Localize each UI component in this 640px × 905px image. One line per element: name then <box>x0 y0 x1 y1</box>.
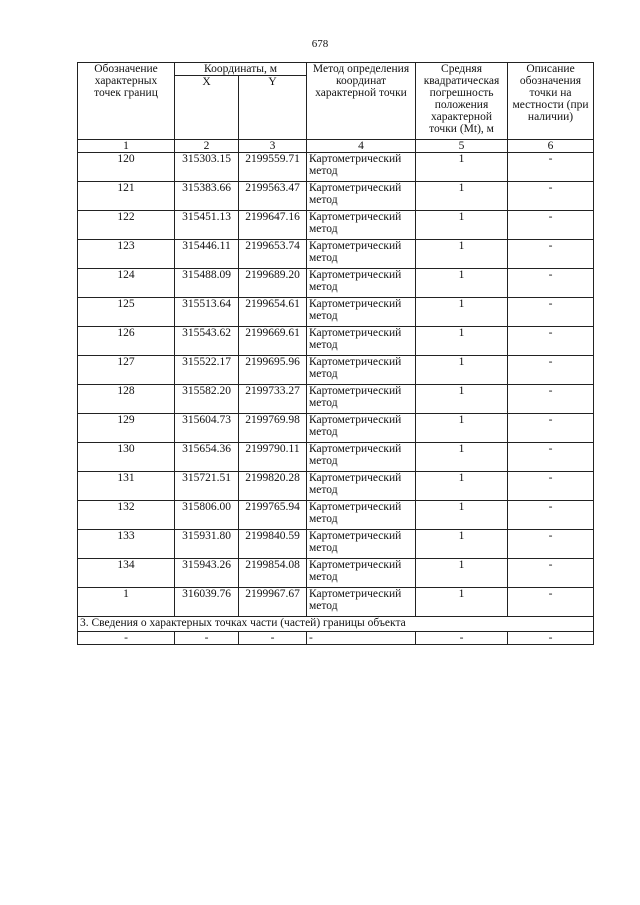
point-cell: 120 <box>78 153 175 182</box>
y-cell: 2199820.28 <box>239 472 307 501</box>
header-x: X <box>175 76 239 140</box>
description-cell: - <box>508 414 594 443</box>
method-cell: Картометрический метод <box>307 269 416 298</box>
y-cell: 2199769.98 <box>239 414 307 443</box>
table-row <box>78 443 594 472</box>
method-cell: Картометрический метод <box>307 211 416 240</box>
header-coordinates: Координаты, м <box>175 63 307 76</box>
column-number-row <box>78 140 594 153</box>
column-number: 3 <box>239 140 307 153</box>
description-cell: - <box>508 269 594 298</box>
y-cell: 2199689.20 <box>239 269 307 298</box>
description-cell: - <box>508 153 594 182</box>
column-number: 2 <box>175 140 239 153</box>
error-cell: 1 <box>416 240 508 269</box>
method-cell: Картометрический метод <box>307 356 416 385</box>
point-cell: 122 <box>78 211 175 240</box>
y-cell: 2199654.61 <box>239 298 307 327</box>
description-cell: - <box>508 298 594 327</box>
x-cell: 315806.00 <box>175 501 239 530</box>
point-cell: 123 <box>78 240 175 269</box>
section-3-title: 3. Сведения о характерных точках части (частей) границы объекта <box>78 617 594 632</box>
point-cell: 133 <box>78 530 175 559</box>
error-cell: 1 <box>416 501 508 530</box>
y-cell: 2199559.71 <box>239 153 307 182</box>
x-cell: 316039.76 <box>175 588 239 617</box>
x-cell: 315383.66 <box>175 182 239 211</box>
error-cell: 1 <box>416 182 508 211</box>
y-cell: 2199563.47 <box>239 182 307 211</box>
method-cell: Картометрический метод <box>307 472 416 501</box>
header-error: Средняя квадратическая погрешность положения характерной точки (Mt), м <box>416 63 508 140</box>
y-cell: 2199647.16 <box>239 211 307 240</box>
x-cell: 315654.36 <box>175 443 239 472</box>
description-cell: - <box>508 327 594 356</box>
method-cell: Картометрический метод <box>307 240 416 269</box>
table-row <box>78 385 594 414</box>
description-cell: - <box>508 588 594 617</box>
description-cell: - <box>508 443 594 472</box>
x-cell: 315446.11 <box>175 240 239 269</box>
description-cell: - <box>508 182 594 211</box>
x-cell: 315604.73 <box>175 414 239 443</box>
section-3-row <box>78 617 594 632</box>
table-row <box>78 240 594 269</box>
method-cell: Картометрический метод <box>307 530 416 559</box>
y-cell: 2199653.74 <box>239 240 307 269</box>
table-row <box>78 327 594 356</box>
error-cell: 1 <box>416 298 508 327</box>
method-cell: Картометрический метод <box>307 501 416 530</box>
table-row <box>78 472 594 501</box>
table-row <box>78 414 594 443</box>
x-cell: 315513.64 <box>175 298 239 327</box>
header-description: Описание обозначения точки на местности (при наличии) <box>508 63 594 140</box>
table-row <box>78 298 594 327</box>
empty-cell: - <box>175 632 239 645</box>
point-cell: 126 <box>78 327 175 356</box>
header-row <box>78 63 594 76</box>
table-row <box>78 211 594 240</box>
error-cell: 1 <box>416 472 508 501</box>
table-row <box>78 269 594 298</box>
point-cell: 124 <box>78 269 175 298</box>
point-cell: 125 <box>78 298 175 327</box>
y-cell: 2199669.61 <box>239 327 307 356</box>
point-cell: 130 <box>78 443 175 472</box>
header-point-designation: Обозначение характерных точек границ <box>78 63 175 140</box>
method-cell: Картометрический метод <box>307 559 416 588</box>
method-cell: Картометрический метод <box>307 414 416 443</box>
error-cell: 1 <box>416 530 508 559</box>
description-cell: - <box>508 530 594 559</box>
description-cell: - <box>508 472 594 501</box>
table-row <box>78 153 594 182</box>
column-number: 1 <box>78 140 175 153</box>
description-cell: - <box>508 240 594 269</box>
x-cell: 315931.80 <box>175 530 239 559</box>
section-3-empty-row <box>78 632 594 645</box>
x-cell: 315522.17 <box>175 356 239 385</box>
table-row <box>78 501 594 530</box>
table-row <box>78 559 594 588</box>
point-cell: 1 <box>78 588 175 617</box>
description-cell: - <box>508 211 594 240</box>
x-cell: 315582.20 <box>175 385 239 414</box>
point-cell: 132 <box>78 501 175 530</box>
empty-cell: - <box>307 632 416 645</box>
column-number: 4 <box>307 140 416 153</box>
column-number: 6 <box>508 140 594 153</box>
error-cell: 1 <box>416 443 508 472</box>
method-cell: Картометрический метод <box>307 153 416 182</box>
point-cell: 131 <box>78 472 175 501</box>
table-row <box>78 182 594 211</box>
error-cell: 1 <box>416 269 508 298</box>
empty-cell: - <box>239 632 307 645</box>
page-number: 678 <box>311 38 329 50</box>
method-cell: Картометрический метод <box>307 298 416 327</box>
y-cell: 2199790.11 <box>239 443 307 472</box>
error-cell: 1 <box>416 327 508 356</box>
table-row <box>78 530 594 559</box>
x-cell: 315303.15 <box>175 153 239 182</box>
error-cell: 1 <box>416 211 508 240</box>
header-method: Метод определения координат характерной точки <box>307 63 416 140</box>
error-cell: 1 <box>416 414 508 443</box>
description-cell: - <box>508 385 594 414</box>
x-cell: 315721.51 <box>175 472 239 501</box>
x-cell: 315451.13 <box>175 211 239 240</box>
coordinates-table <box>77 62 594 645</box>
empty-cell: - <box>416 632 508 645</box>
table-row <box>78 356 594 385</box>
method-cell: Картометрический метод <box>307 443 416 472</box>
description-cell: - <box>508 559 594 588</box>
error-cell: 1 <box>416 356 508 385</box>
y-cell: 2199765.94 <box>239 501 307 530</box>
point-cell: 127 <box>78 356 175 385</box>
empty-cell: - <box>78 632 175 645</box>
error-cell: 1 <box>416 153 508 182</box>
table-row <box>78 588 594 617</box>
point-cell: 121 <box>78 182 175 211</box>
method-cell: Картометрический метод <box>307 588 416 617</box>
description-cell: - <box>508 501 594 530</box>
y-cell: 2199967.67 <box>239 588 307 617</box>
description-cell: - <box>508 356 594 385</box>
method-cell: Картометрический метод <box>307 327 416 356</box>
y-cell: 2199695.96 <box>239 356 307 385</box>
header-y: Y <box>239 76 307 140</box>
y-cell: 2199733.27 <box>239 385 307 414</box>
method-cell: Картометрический метод <box>307 385 416 414</box>
error-cell: 1 <box>416 588 508 617</box>
y-cell: 2199840.59 <box>239 530 307 559</box>
y-cell: 2199854.08 <box>239 559 307 588</box>
method-cell: Картометрический метод <box>307 182 416 211</box>
error-cell: 1 <box>416 559 508 588</box>
point-cell: 129 <box>78 414 175 443</box>
column-number: 5 <box>416 140 508 153</box>
point-cell: 128 <box>78 385 175 414</box>
x-cell: 315943.26 <box>175 559 239 588</box>
empty-cell: - <box>508 632 594 645</box>
x-cell: 315543.62 <box>175 327 239 356</box>
error-cell: 1 <box>416 385 508 414</box>
point-cell: 134 <box>78 559 175 588</box>
x-cell: 315488.09 <box>175 269 239 298</box>
